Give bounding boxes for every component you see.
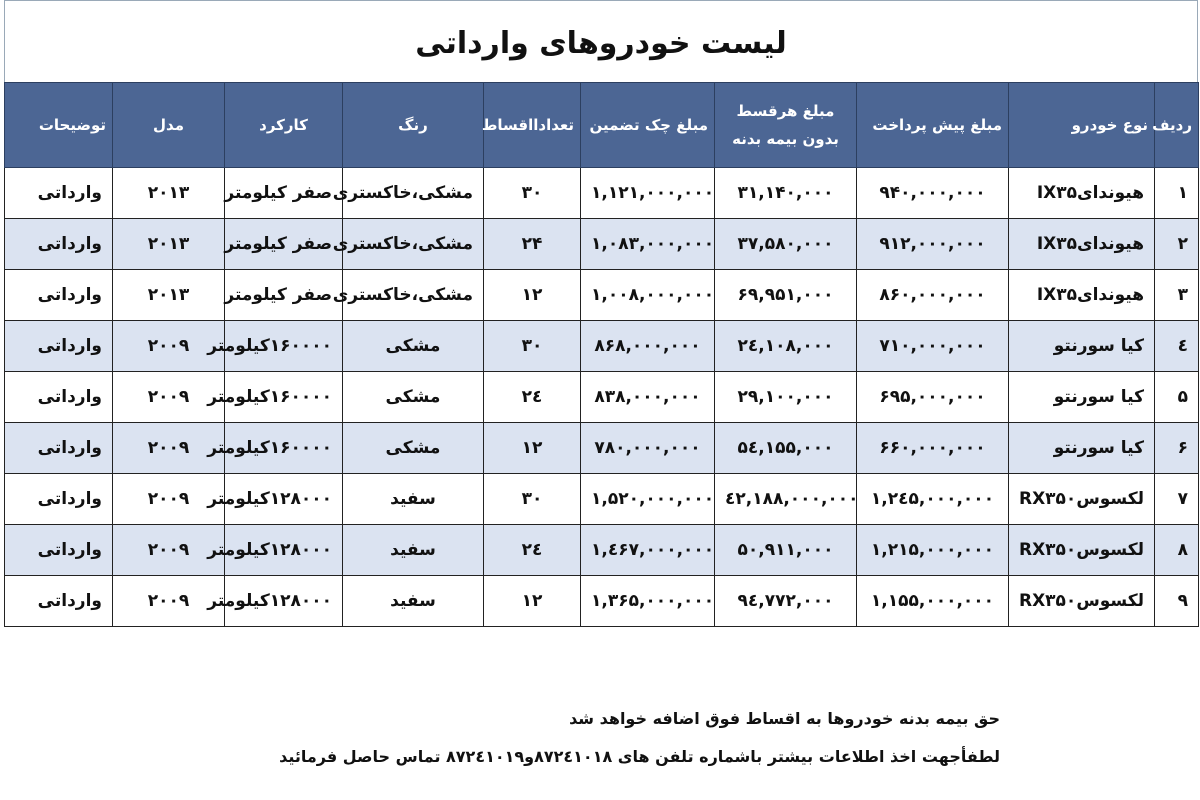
header-car-type: نوع خودرو [1009,83,1155,168]
cell-row-number: ۶ [1155,423,1199,474]
cell-guarantee-check: ۱,۳۶۵,۰۰۰,۰۰۰ [581,576,715,627]
cell-model: ۲۰۱۳ [113,219,225,270]
cell-per-installment: ۳۱,۱۴۰,۰۰۰ [715,168,857,219]
cell-row-number: ۹ [1155,576,1199,627]
cell-per-installment: ۹٤,۷۷۲,۰۰۰ [715,576,857,627]
table-body [5,168,1199,627]
cell-row-number: ۷ [1155,474,1199,525]
table-header-row [5,83,1199,168]
cell-color: مشکی [343,423,484,474]
cell-guarantee-check: ۱,٤۶۷,۰۰۰,۰۰۰ [581,525,715,576]
cell-per-installment: ۶۹,۹۵۱,۰۰۰ [715,270,857,321]
header-model: مدل [113,83,225,168]
cell-color: مشکی،خاکستری [343,168,484,219]
cell-mileage: صفر کیلومتر [225,270,343,321]
cell-car-type: هیوندایIX۳۵ [1009,270,1155,321]
cell-row-number: ۱ [1155,168,1199,219]
cell-per-installment: ۲٤,۱۰۸,۰۰۰ [715,321,857,372]
cell-guarantee-check: ۸۶۸,۰۰۰,۰۰۰ [581,321,715,372]
cell-description: وارداتی [5,576,113,627]
header-installments-count: تعدادااقساط [484,83,581,168]
cell-mileage: ۱۶۰۰۰۰کیلومتر [225,423,343,474]
cell-model: ۲۰۱۳ [113,168,225,219]
table-row [5,576,1199,627]
cell-installments-count: ۳۰ [484,474,581,525]
cell-model: ۲۰۰۹ [113,474,225,525]
cars-table [4,82,1199,627]
table-row [5,321,1199,372]
table-row [5,474,1199,525]
cell-row-number: ۳ [1155,270,1199,321]
title-bar [4,0,1198,82]
header-per-installment [715,83,857,168]
cell-installments-count: ۱۲ [484,423,581,474]
table-row [5,219,1199,270]
cell-model: ۲۰۰۹ [113,372,225,423]
note-contact: لطفأجهت اخذ اطلاعات بیشتر باشماره تلفن های ۸۷۲٤۱۰۱۸و۸۷۲٤۱۰۱۹ تماس حاصل فرمائید [279,747,1000,766]
cell-prepayment: ۷۱۰,۰۰۰,۰۰۰ [857,321,1009,372]
cell-car-type: هیوندایIX۳۵ [1009,168,1155,219]
cell-model: ۲۰۱۳ [113,270,225,321]
cell-guarantee-check: ۱,۵۲۰,۰۰۰,۰۰۰ [581,474,715,525]
cell-installments-count: ۲۴ [484,219,581,270]
cell-guarantee-check: ۸۳۸,۰۰۰,۰۰۰ [581,372,715,423]
cell-installments-count: ۱۲ [484,270,581,321]
cell-installments-count: ۱۲ [484,576,581,627]
cell-model: ۲۰۰۹ [113,423,225,474]
notes [200,700,1000,776]
table-row [5,525,1199,576]
cell-installments-count: ۲٤ [484,372,581,423]
header-color: رنگ [343,83,484,168]
cell-guarantee-check: ۱,۰۰۸,۰۰۰,۰۰۰ [581,270,715,321]
cell-car-type: لکسوسRX۳۵۰ [1009,576,1155,627]
cell-per-installment: ۲۹,۱۰۰,۰۰۰ [715,372,857,423]
cell-description: وارداتی [5,219,113,270]
cell-per-installment: ۵۰,۹۱۱,۰۰۰ [715,525,857,576]
cell-color: سفید [343,576,484,627]
cell-car-type: لکسوسRX۳۵۰ [1009,474,1155,525]
cell-mileage: ۱۶۰۰۰۰کیلومتر [225,321,343,372]
header-per-installment-line1: مبلغ هرقسط [736,102,835,120]
cell-model: ۲۰۰۹ [113,525,225,576]
header-per-installment-line2: بدون بیمه بدنه [732,130,839,148]
table-row [5,372,1199,423]
cell-car-type: هیوندایIX۳۵ [1009,219,1155,270]
cell-row-number: ۲ [1155,219,1199,270]
cell-mileage: صفر کیلومتر [225,168,343,219]
cell-description: وارداتی [5,372,113,423]
cell-row-number: ۵ [1155,372,1199,423]
cell-model: ۲۰۰۹ [113,321,225,372]
page-title: لیست خودروهای وارداتی [415,26,787,61]
cell-prepayment: ۶۶۰,۰۰۰,۰۰۰ [857,423,1009,474]
header-row-number: ردیف [1155,83,1199,168]
cell-per-installment: ۵٤,۱۵۵,۰۰۰ [715,423,857,474]
cell-mileage: ۱۲۸۰۰۰کیلومتر [225,474,343,525]
cell-guarantee-check: ۷۸۰,۰۰۰,۰۰۰ [581,423,715,474]
cell-row-number: ٤ [1155,321,1199,372]
cell-color: مشکی [343,321,484,372]
cell-mileage: ۱۶۰۰۰۰کیلومتر [225,372,343,423]
cell-mileage: صفر کیلومتر [225,219,343,270]
cell-prepayment: ۹۴۰,۰۰۰,۰۰۰ [857,168,1009,219]
cell-row-number: ۸ [1155,525,1199,576]
cell-description: وارداتی [5,270,113,321]
header-description: توضیحات [5,83,113,168]
cell-guarantee-check: ۱,۰۸۳,۰۰۰,۰۰۰ [581,219,715,270]
cell-mileage: ۱۲۸۰۰۰کیلومتر [225,576,343,627]
cell-prepayment: ۸۶۰,۰۰۰,۰۰۰ [857,270,1009,321]
cell-installments-count: ۲٤ [484,525,581,576]
cell-prepayment: ۱,۲۱۵,۰۰۰,۰۰۰ [857,525,1009,576]
cell-car-type: کیا سورنتو [1009,372,1155,423]
cell-per-installment: ٤۲,۱۸۸,۰۰۰,۰۰۰ [715,474,857,525]
cell-description: وارداتی [5,423,113,474]
table-row [5,270,1199,321]
cell-prepayment: ۱,۲٤۵,۰۰۰,۰۰۰ [857,474,1009,525]
table-row [5,423,1199,474]
cell-model: ۲۰۰۹ [113,576,225,627]
cell-car-type: لکسوسRX۳۵۰ [1009,525,1155,576]
cell-color: مشکی،خاکستری [343,219,484,270]
cell-installments-count: ۳۰ [484,168,581,219]
header-mileage: کارکرد [225,83,343,168]
cell-installments-count: ۳۰ [484,321,581,372]
header-prepayment: مبلغ پیش پرداخت [857,83,1009,168]
cell-description: وارداتی [5,168,113,219]
cell-prepayment: ۶۹۵,۰۰۰,۰۰۰ [857,372,1009,423]
cell-color: مشکی،خاکستری [343,270,484,321]
cell-description: وارداتی [5,525,113,576]
cell-description: وارداتی [5,474,113,525]
note-insurance: حق بیمه بدنه خودروها به اقساط فوق اضافه خواهد شد [569,709,1000,728]
cell-color: سفید [343,525,484,576]
cell-color: سفید [343,474,484,525]
cell-per-installment: ۳۷,۵۸۰,۰۰۰ [715,219,857,270]
cell-prepayment: ۹۱۲,۰۰۰,۰۰۰ [857,219,1009,270]
cell-prepayment: ۱,۱۵۵,۰۰۰,۰۰۰ [857,576,1009,627]
cell-car-type: کیا سورنتو [1009,423,1155,474]
cell-mileage: ۱۲۸۰۰۰کیلومتر [225,525,343,576]
cell-color: مشکی [343,372,484,423]
table-row [5,168,1199,219]
header-guarantee-check: مبلغ چک تضمین [581,83,715,168]
cell-guarantee-check: ۱,۱۲۱,۰۰۰,۰۰۰ [581,168,715,219]
cell-car-type: کیا سورنتو [1009,321,1155,372]
cell-description: وارداتی [5,321,113,372]
